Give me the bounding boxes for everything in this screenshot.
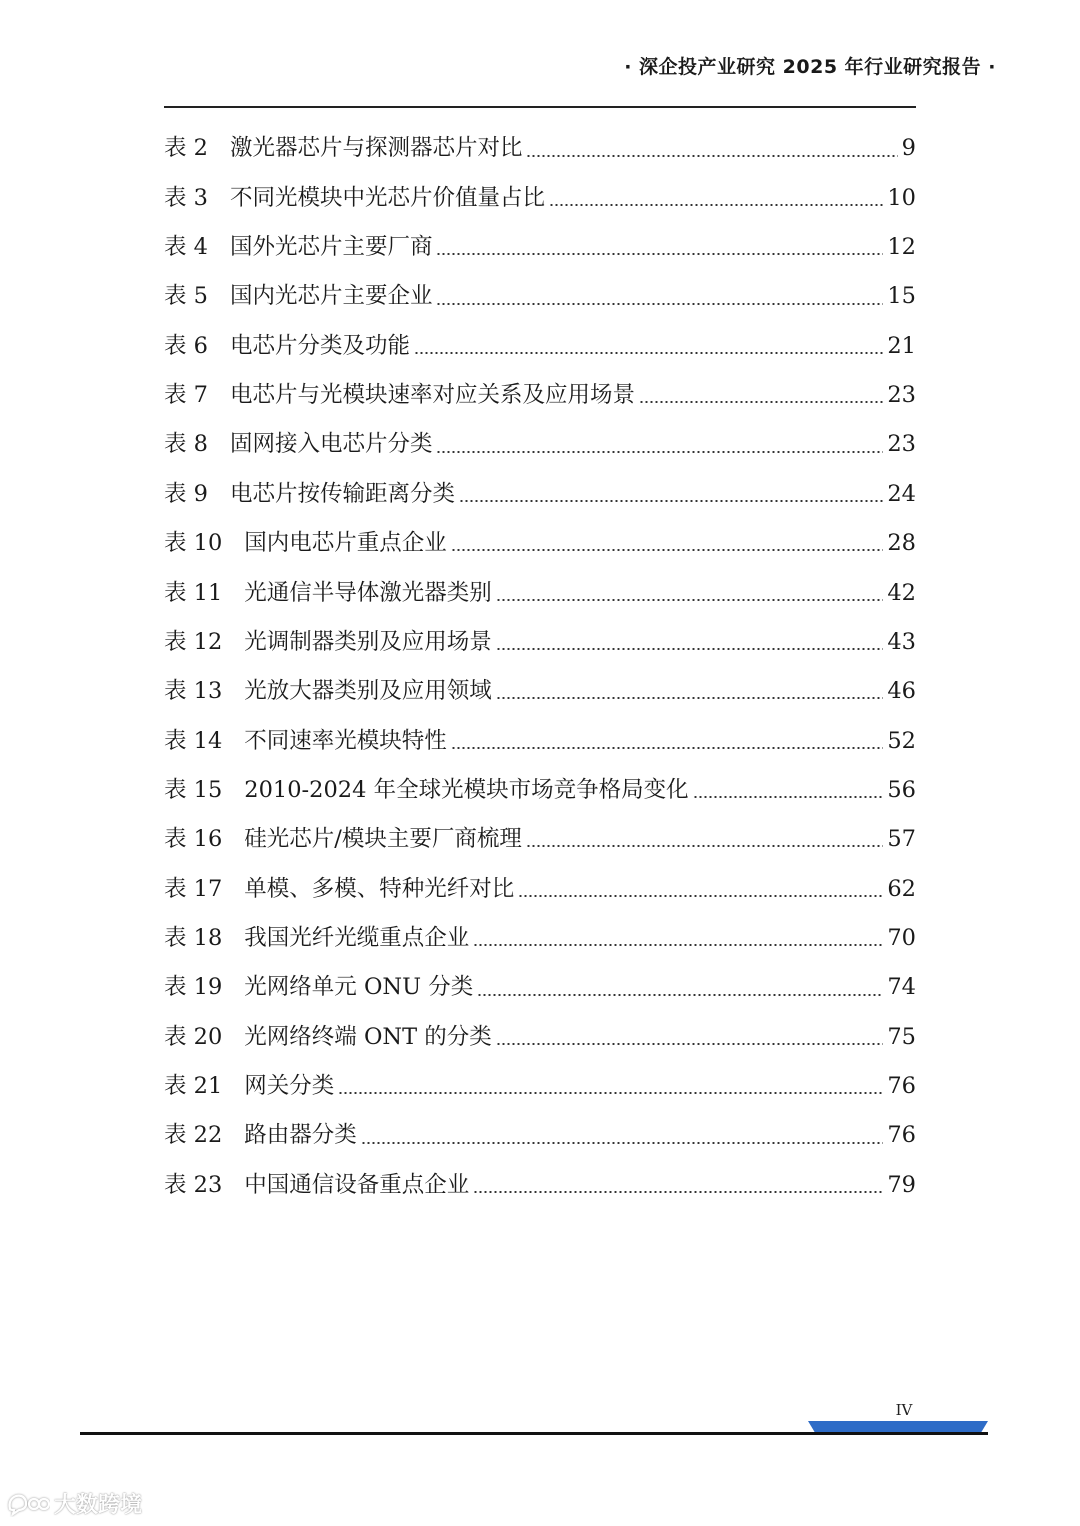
toc-entry-page: 12 xyxy=(887,234,916,261)
toc-entry[interactable] xyxy=(164,420,916,469)
toc-entry[interactable] xyxy=(164,1160,916,1209)
toc-entry-page: 23 xyxy=(887,431,916,458)
toc-entry-title: 国内光芯片主要企业 xyxy=(229,283,433,310)
toc-dot-leader xyxy=(477,994,883,996)
toc-entry[interactable] xyxy=(164,963,916,1012)
toc-entry-page: 21 xyxy=(887,332,916,359)
toc-dot-leader xyxy=(496,599,884,601)
page-number: IV xyxy=(895,1401,913,1419)
toc-entry-page: 46 xyxy=(887,678,916,705)
toc-entry-page: 52 xyxy=(887,727,916,754)
toc-entry-page: 57 xyxy=(887,826,916,853)
toc-entry[interactable] xyxy=(164,765,916,814)
toc-entry-page: 24 xyxy=(887,480,916,507)
toc-entry-label: 表 8 xyxy=(164,431,208,458)
toc-dot-leader xyxy=(338,1092,883,1094)
toc-entry-title: 不同光模块中光芯片价值量占比 xyxy=(229,184,545,211)
toc-dot-leader xyxy=(451,549,884,551)
toc-entry-label: 表 5 xyxy=(164,283,208,310)
toc-entry-title: 硅光芯片/模块主要厂商梳理 xyxy=(244,826,522,853)
toc-entry-label: 表 20 xyxy=(164,1023,223,1050)
toc-entry-label: 表 10 xyxy=(164,530,223,557)
toc-entry-label: 表 21 xyxy=(164,1072,223,1099)
toc-entry-label: 表 3 xyxy=(164,184,208,211)
toc-entry[interactable] xyxy=(164,1062,916,1111)
toc-entry-label: 表 23 xyxy=(164,1171,223,1198)
toc-dot-leader xyxy=(414,352,883,354)
toc-entry[interactable] xyxy=(164,371,916,420)
toc-entry-title: 单模、多模、特种光纤对比 xyxy=(244,875,515,902)
toc-dot-leader xyxy=(526,845,883,847)
running-header: · 深企投产业研究 2025 年行业研究报告 · xyxy=(624,56,996,78)
toc-entry-title: 电芯片与光模块速率对应关系及应用场景 xyxy=(229,382,635,409)
toc-dot-leader xyxy=(436,253,883,255)
toc-entry[interactable] xyxy=(164,173,916,222)
toc-entry[interactable] xyxy=(164,716,916,765)
toc-entry-label: 表 9 xyxy=(164,480,208,507)
toc-entry-title: 电芯片按传输距离分类 xyxy=(229,480,455,507)
toc-entry-title: 光通信半导体激光器类别 xyxy=(244,579,492,606)
toc-dot-leader xyxy=(549,204,883,206)
table-of-contents xyxy=(164,124,916,1210)
toc-entry[interactable] xyxy=(164,519,916,568)
toc-dot-leader xyxy=(459,500,883,502)
toc-dot-leader xyxy=(526,155,897,157)
toc-entry-title: 网关分类 xyxy=(244,1072,335,1099)
toc-entry[interactable] xyxy=(164,124,916,173)
toc-entry-page: 56 xyxy=(887,776,916,803)
toc-dot-leader xyxy=(473,1191,883,1193)
toc-dot-leader xyxy=(518,895,883,897)
toc-entry-label: 表 12 xyxy=(164,628,223,655)
toc-entry-label: 表 18 xyxy=(164,924,223,951)
toc-entry[interactable] xyxy=(164,1111,916,1160)
toc-entry-page: 76 xyxy=(887,1122,916,1149)
toc-dot-leader xyxy=(436,303,883,305)
toc-entry-label: 表 13 xyxy=(164,678,223,705)
toc-dot-leader xyxy=(693,796,884,798)
toc-entry[interactable] xyxy=(164,815,916,864)
toc-entry-title: 激光器芯片与探测器芯片对比 xyxy=(229,135,523,162)
toc-entry[interactable] xyxy=(164,1012,916,1061)
toc-entry-page: 76 xyxy=(887,1072,916,1099)
watermark-text: 大数跨境 xyxy=(54,1493,143,1518)
toc-entry-label: 表 22 xyxy=(164,1122,223,1149)
toc-entry-page: 15 xyxy=(887,283,916,310)
toc-entry-title: 2010-2024 年全球光模块市场竞争格局变化 xyxy=(244,776,689,803)
toc-entry[interactable] xyxy=(164,321,916,370)
toc-entry-label: 表 6 xyxy=(164,332,208,359)
toc-entry-page: 9 xyxy=(901,135,916,162)
toc-entry-label: 表 15 xyxy=(164,776,223,803)
footer-rule xyxy=(80,1432,988,1435)
toc-entry-title: 国外光芯片主要厂商 xyxy=(229,234,433,261)
toc-entry-page: 75 xyxy=(887,1023,916,1050)
toc-entry-page: 74 xyxy=(887,974,916,1001)
toc-entry-title: 光调制器类别及应用场景 xyxy=(244,628,492,655)
toc-entry-title: 不同速率光模块特性 xyxy=(244,727,447,754)
header-rule xyxy=(164,106,916,108)
toc-entry-label: 表 14 xyxy=(164,727,223,754)
toc-entry[interactable] xyxy=(164,667,916,716)
toc-entry-title: 固网接入电芯片分类 xyxy=(229,431,433,458)
toc-entry-label: 表 2 xyxy=(164,135,208,162)
toc-dot-leader xyxy=(496,1043,884,1045)
toc-entry-page: 28 xyxy=(887,530,916,557)
toc-entry-label: 表 7 xyxy=(164,382,208,409)
toc-entry-page: 10 xyxy=(887,184,916,211)
toc-entry[interactable] xyxy=(164,617,916,666)
toc-dot-leader xyxy=(496,648,884,650)
toc-entry-page: 43 xyxy=(887,628,916,655)
toc-dot-leader xyxy=(639,401,883,403)
toc-entry-label: 表 16 xyxy=(164,826,223,853)
toc-entry-title: 中国通信设备重点企业 xyxy=(244,1171,470,1198)
toc-entry-title: 光放大器类别及应用领域 xyxy=(244,678,492,705)
toc-dot-leader xyxy=(496,697,884,699)
toc-entry-page: 79 xyxy=(887,1171,916,1198)
toc-entry-label: 表 17 xyxy=(164,875,223,902)
toc-entry-title: 我国光纤光缆重点企业 xyxy=(244,924,470,951)
toc-entry[interactable] xyxy=(164,864,916,913)
toc-entry-title: 路由器分类 xyxy=(244,1122,357,1149)
toc-dot-leader xyxy=(451,747,884,749)
toc-entry-title: 光网络单元 ONU 分类 xyxy=(244,974,474,1001)
toc-entry-page: 62 xyxy=(887,875,916,902)
toc-entry[interactable] xyxy=(164,469,916,518)
toc-entry-label: 表 11 xyxy=(164,579,223,606)
toc-entry-page: 42 xyxy=(887,579,916,606)
toc-entry-title: 电芯片分类及功能 xyxy=(229,332,410,359)
toc-dot-leader xyxy=(361,1142,884,1144)
watermark xyxy=(6,1488,142,1519)
toc-entry[interactable] xyxy=(164,914,916,963)
toc-dot-leader xyxy=(473,944,883,946)
toc-entry-title: 国内电芯片重点企业 xyxy=(244,530,447,557)
toc-entry-label: 表 19 xyxy=(164,974,223,1001)
toc-entry-page: 70 xyxy=(887,924,916,951)
toc-entry-page: 23 xyxy=(887,382,916,409)
chat-bubble-icon xyxy=(6,1491,50,1517)
toc-entry[interactable] xyxy=(164,568,916,617)
toc-entry[interactable] xyxy=(164,272,916,321)
toc-entry[interactable] xyxy=(164,223,916,272)
toc-entry-label: 表 4 xyxy=(164,234,208,261)
toc-dot-leader xyxy=(436,451,883,453)
toc-entry-title: 光网络终端 ONT 的分类 xyxy=(244,1023,492,1050)
